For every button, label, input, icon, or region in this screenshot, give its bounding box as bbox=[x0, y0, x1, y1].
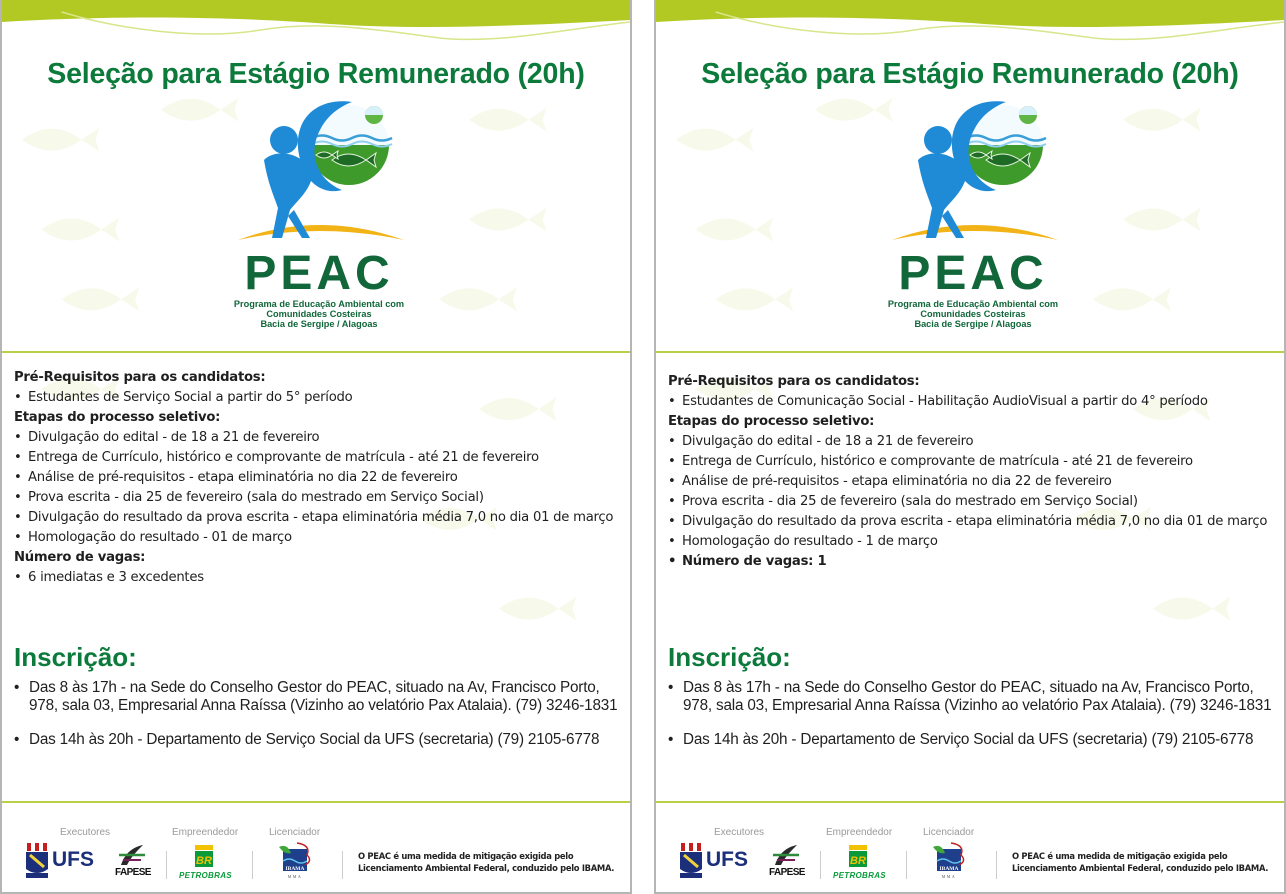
stage-item: • Divulgação do edital - de 18 a 21 de fevereiro bbox=[668, 432, 1274, 452]
ibama-emblem-icon bbox=[277, 841, 317, 881]
poster-serviço-social bbox=[0, 0, 632, 894]
registration-list bbox=[668, 679, 1274, 766]
footer-separator bbox=[820, 851, 821, 879]
licenciador-label: Licenciador bbox=[269, 827, 321, 838]
sponsors-footer bbox=[656, 803, 1284, 894]
prerequisite-item: • Estudantes de Comunicação Social - Habilitação AudioVisual a partir do 4° período bbox=[668, 392, 1274, 412]
prerequisites-heading: Pré-Requisitos para os candidatos: bbox=[668, 374, 920, 389]
footer-separator bbox=[906, 851, 907, 879]
logo-subtitle-line: Programa de Educação Ambiental com bbox=[887, 299, 1059, 309]
stage-item: • Prova escrita - dia 25 de fevereiro (sala do mestrado em Serviço Social) bbox=[668, 492, 1274, 512]
fapese-wordmark: FAPESE bbox=[769, 867, 805, 878]
vacancies-item: • Número de vagas: 1 bbox=[668, 552, 1274, 572]
ufs-wordmark: UFS bbox=[706, 848, 748, 871]
petrobras-br-icon bbox=[831, 845, 891, 871]
stage-item: • Análise de pré-requisitos - etapa eliminatória no dia 22 de fevereiro bbox=[14, 468, 620, 488]
peac-logo bbox=[878, 100, 1068, 335]
sponsors-footer bbox=[2, 803, 630, 894]
vacancies-heading: Número de vagas: bbox=[14, 550, 146, 565]
peac-wordmark: PEAC bbox=[244, 247, 394, 300]
ibama-text: IBAMA bbox=[939, 866, 959, 872]
footer-separator bbox=[166, 851, 167, 879]
stage-item: • Divulgação do resultado da prova escrita - etapa eliminatória média 7,0 no dia 01 de março bbox=[14, 508, 620, 528]
logo-subtitle-line: Bacia de Sergipe / Alagoas bbox=[260, 319, 378, 329]
logo-subtitle-line: Programa de Educação Ambiental com bbox=[233, 299, 405, 309]
stage-item: • Divulgação do edital - de 18 a 21 de fevereiro bbox=[14, 428, 620, 448]
ufs-crest-icon bbox=[678, 843, 704, 879]
ufs-crest-icon bbox=[24, 843, 50, 879]
empreendedor-label: Empreendedor bbox=[826, 827, 893, 838]
vacancies-item: • 6 imediatas e 3 excedentes bbox=[14, 568, 620, 588]
ibama-logo bbox=[277, 841, 317, 881]
fapese-logo bbox=[115, 843, 155, 879]
mma-text: MMA bbox=[941, 874, 957, 879]
requirements-section bbox=[14, 368, 620, 588]
empreendedor-label: Empreendedor bbox=[172, 827, 239, 838]
prerequisite-item: • Estudantes de Serviço Social a partir do 5° período bbox=[14, 388, 620, 408]
stage-item: • Prova escrita - dia 25 de fevereiro (sala do mestrado em Serviço Social) bbox=[14, 488, 620, 508]
fapese-wordmark: FAPESE bbox=[115, 867, 151, 878]
registration-item: • Das 8 às 17h - na Sede do Conselho Gestor do PEAC, situado na Av, Francisco Porto, 978, sala 03, Empresarial Anna Raíssa (Vizinho ao velatório Pax Atalaia). (79) 3246-1831 bbox=[668, 679, 1274, 714]
fapese-mark-icon bbox=[769, 843, 803, 867]
petrobras-wordmark: PETROBRAS bbox=[833, 871, 886, 880]
registration-title: Inscrição: bbox=[668, 642, 791, 672]
executores-label: Executores bbox=[714, 827, 765, 838]
ibama-text: IBAMA bbox=[285, 866, 305, 872]
petrobras-logo bbox=[831, 845, 891, 881]
fapese-logo bbox=[769, 843, 809, 879]
registration-item: • Das 14h às 20h - Departamento de Serviço Social da UFS (secretaria) (79) 2105-6778 bbox=[668, 731, 1274, 749]
ufs-logo bbox=[678, 843, 758, 879]
registration-list bbox=[14, 679, 620, 766]
mitigation-note: O PEAC é uma medida de mitigação exigida pelo Licenciamento Ambiental Federal, conduzido pelo IBAMA. bbox=[1012, 851, 1269, 873]
logo-subtitle-line: Bacia de Sergipe / Alagoas bbox=[914, 319, 1032, 329]
mma-text: MMA bbox=[287, 874, 303, 879]
petrobras-br-icon bbox=[177, 845, 237, 871]
registration-item: • Das 8 às 17h - na Sede do Conselho Gestor do PEAC, situado na Av, Francisco Porto, 978, sala 03, Empresarial Anna Raíssa (Vizinho ao velatório Pax Atalaia). (79) 3246-1831 bbox=[14, 679, 620, 714]
footer-separator bbox=[252, 851, 253, 879]
registration-item: • Das 14h às 20h - Departamento de Serviço Social da UFS (secretaria) (79) 2105-6778 bbox=[14, 731, 620, 749]
requirements-section bbox=[668, 372, 1274, 572]
peac-figure-globe-icon bbox=[878, 100, 1068, 265]
stage-item: • Divulgação do resultado da prova escrita - etapa eliminatória média 7,0 no dia 01 de março bbox=[668, 512, 1274, 532]
stage-item: • Análise de pré-requisitos - etapa eliminatória no dia 22 de fevereiro bbox=[668, 472, 1274, 492]
licenciador-label: Licenciador bbox=[923, 827, 975, 838]
top-wave-banner bbox=[656, 0, 1284, 60]
peac-logo bbox=[224, 100, 414, 335]
stage-item: • Homologação do resultado - 01 de março bbox=[14, 528, 620, 548]
stages-heading: Etapas do processo seletivo: bbox=[668, 414, 875, 429]
stages-heading: Etapas do processo seletivo: bbox=[14, 410, 221, 425]
footer-separator bbox=[996, 851, 997, 879]
prerequisites-heading: Pré-Requisitos para os candidatos: bbox=[14, 370, 266, 385]
logo-subtitle-line: Comunidades Costeiras bbox=[266, 309, 372, 319]
logo-subtitle-line: Comunidades Costeiras bbox=[920, 309, 1026, 319]
poster-title: Seleção para Estágio Remunerado (20h) bbox=[47, 58, 585, 90]
section-divider bbox=[2, 351, 630, 353]
br-text: BR bbox=[850, 855, 866, 867]
section-divider bbox=[656, 351, 1284, 353]
br-text: BR bbox=[196, 855, 212, 867]
footer-separator bbox=[342, 851, 343, 879]
petrobras-logo bbox=[177, 845, 237, 881]
fapese-mark-icon bbox=[115, 843, 149, 867]
registration-title: Inscrição: bbox=[14, 642, 137, 672]
mitigation-note: O PEAC é uma medida de mitigação exigida pelo Licenciamento Ambiental Federal, conduzido pelo IBAMA. bbox=[358, 851, 615, 873]
peac-figure-globe-icon bbox=[224, 100, 414, 265]
peac-wordmark: PEAC bbox=[898, 247, 1048, 300]
poster-title: Seleção para Estágio Remunerado (20h) bbox=[701, 58, 1239, 90]
ibama-logo bbox=[931, 841, 971, 881]
top-wave-banner bbox=[2, 0, 630, 60]
ibama-emblem-icon bbox=[931, 841, 971, 881]
ufs-logo bbox=[24, 843, 104, 879]
executores-label: Executores bbox=[60, 827, 111, 838]
stage-item: • Entrega de Currículo, histórico e comprovante de matrícula - até 21 de fevereiro bbox=[14, 448, 620, 468]
stage-item: • Entrega de Currículo, histórico e comprovante de matrícula - até 21 de fevereiro bbox=[668, 452, 1274, 472]
stage-item: • Homologação do resultado - 1 de março bbox=[668, 532, 1274, 552]
ufs-wordmark: UFS bbox=[52, 848, 94, 871]
petrobras-wordmark: PETROBRAS bbox=[179, 871, 232, 880]
poster-comunicação-social bbox=[654, 0, 1286, 894]
